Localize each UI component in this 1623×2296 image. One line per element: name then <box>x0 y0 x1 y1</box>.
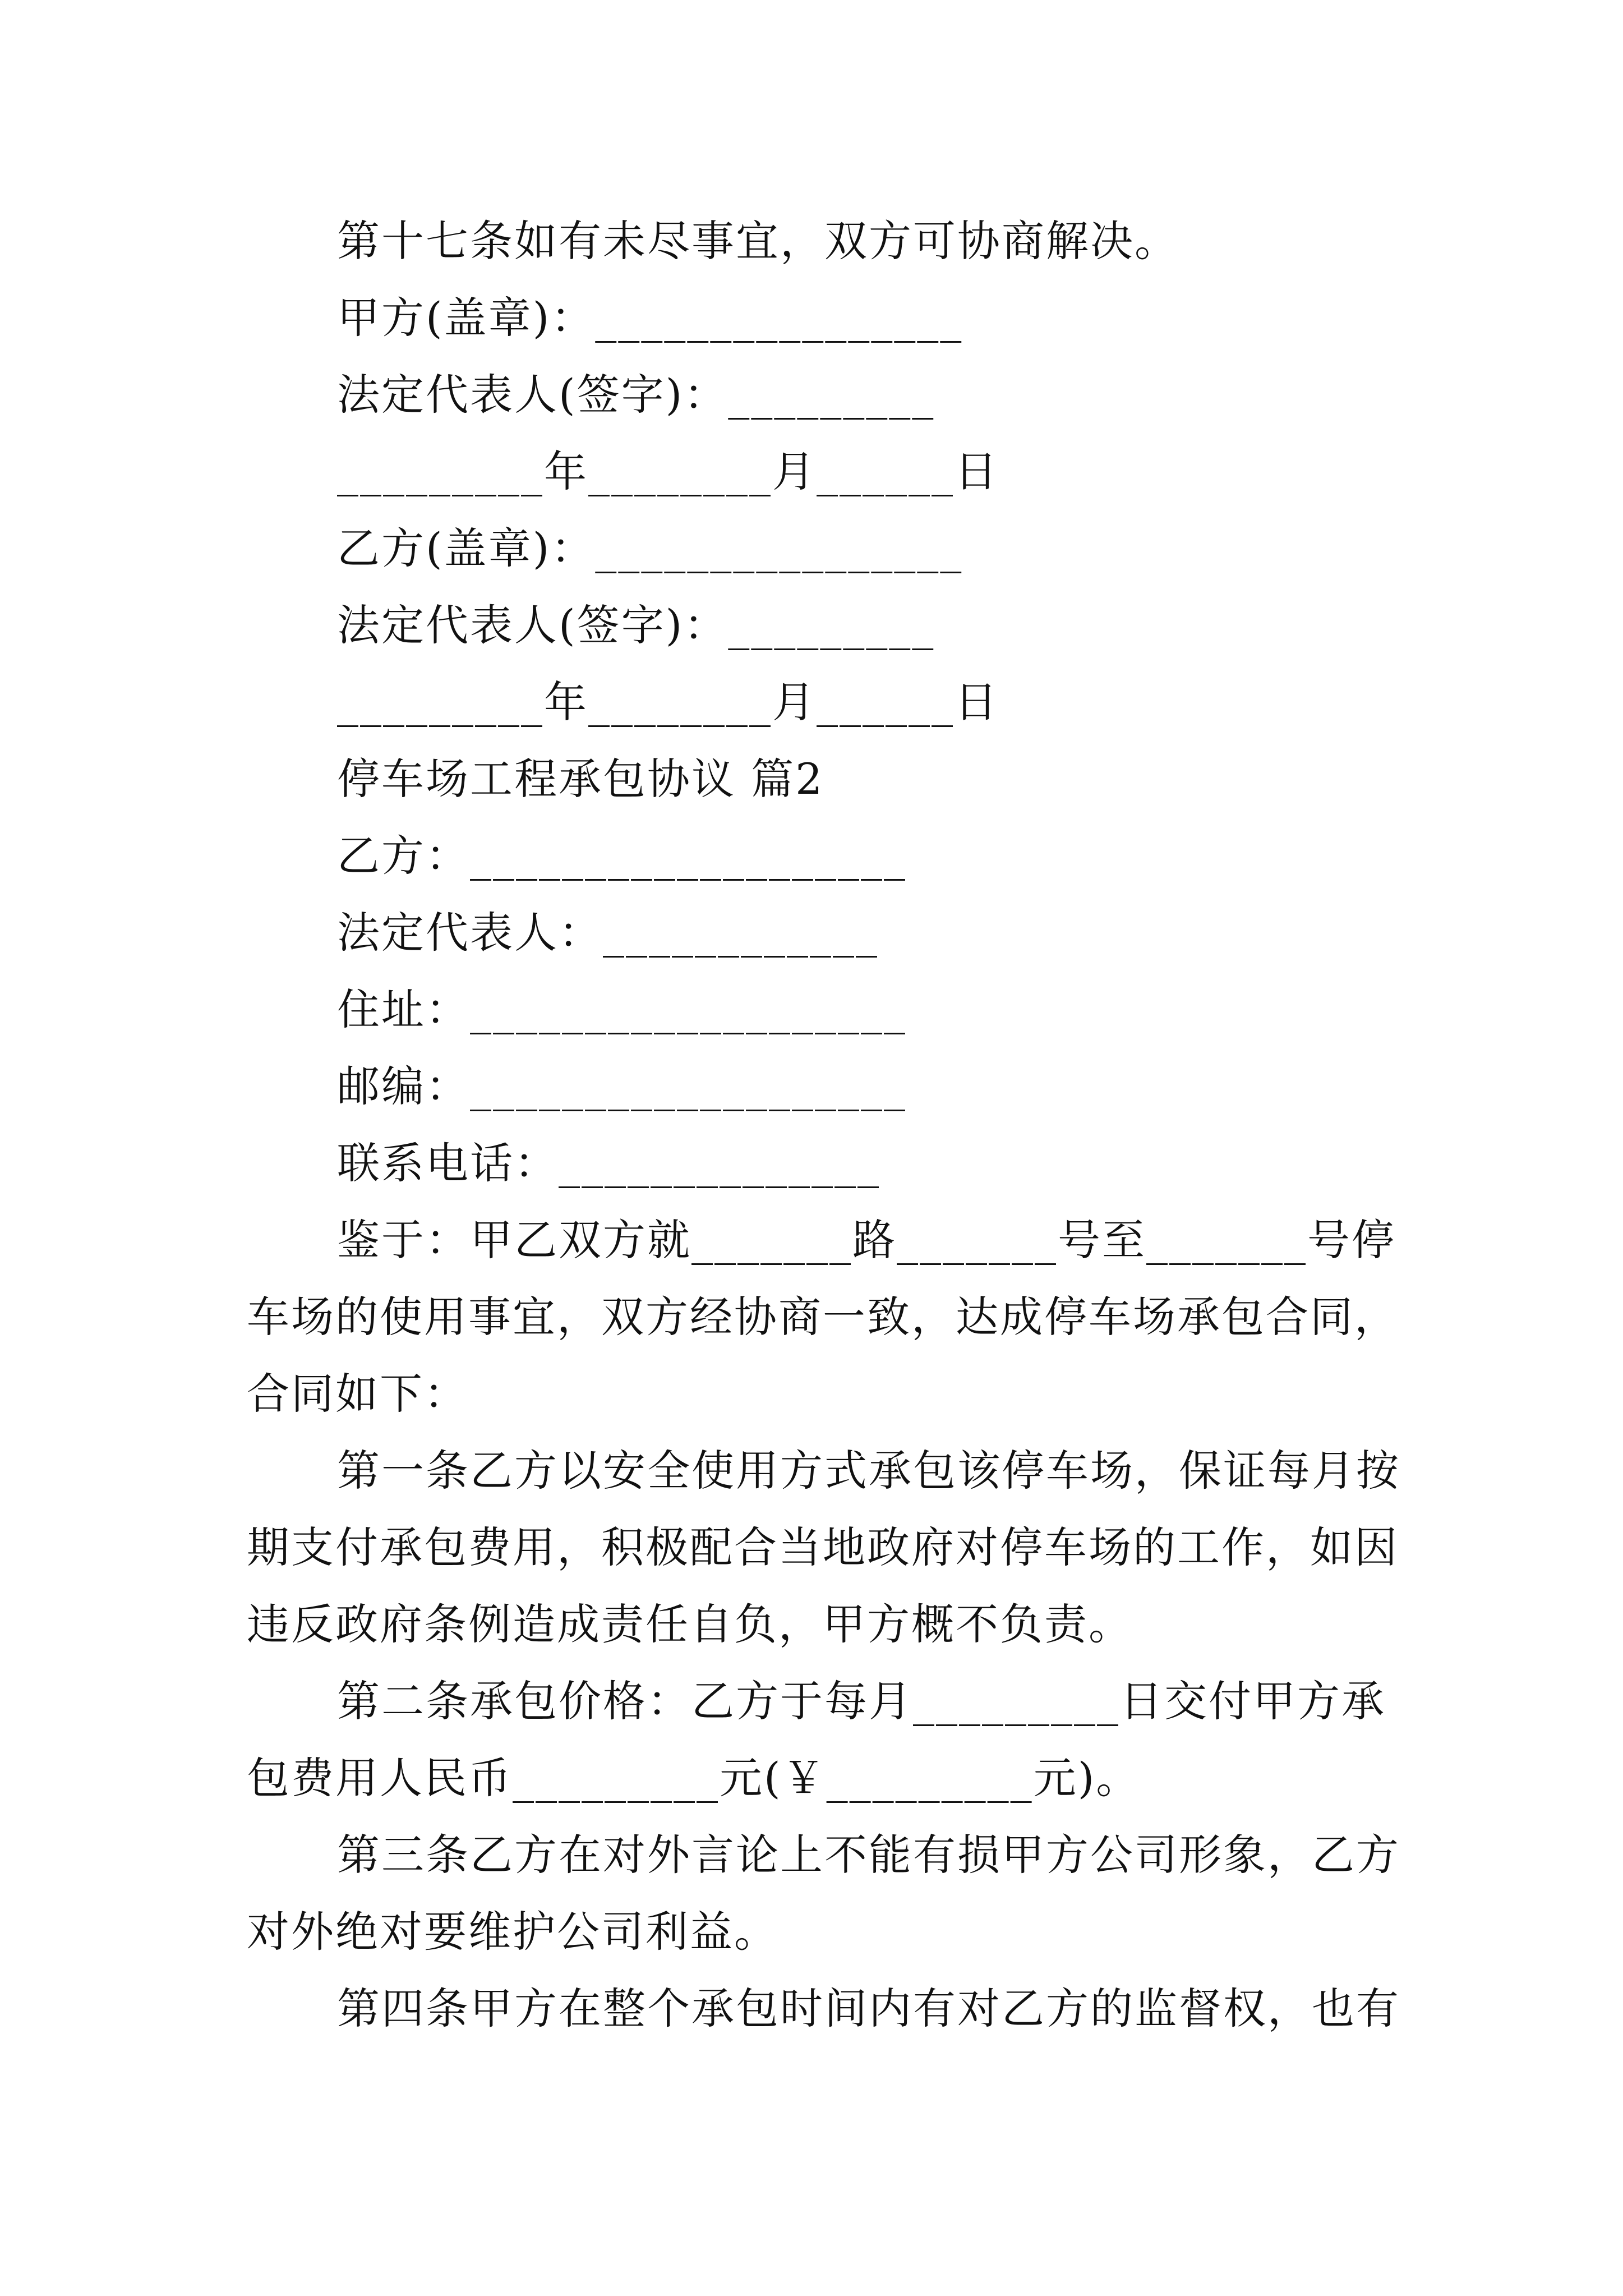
party-b-seal-line: 乙方(盖章)：________________ <box>337 523 963 573</box>
section-title: 停车场工程承包协议 篇2 <box>337 754 824 804</box>
legal-representative-line: 法定代表人：____________ <box>337 908 879 958</box>
preamble-line-2: 车场的使用事宜，双方经协商一致，达成停车场承包合同， <box>247 1292 1399 1342</box>
article-1-line-2: 期支付承包费用，积极配合当地政府对停车场的工作，如因 <box>247 1522 1399 1572</box>
article-4-line-1: 第四条甲方在整个承包时间内有对乙方的监督权，也有 <box>337 1984 1400 2033</box>
article-1-line-3: 违反政府条例造成责任自负，甲方概不负责。 <box>247 1599 1133 1649</box>
preamble-line-3: 合同如下： <box>247 1369 468 1419</box>
article-2-line-2: 包费用人民币_________元(￥_________元)。 <box>247 1753 1141 1803</box>
article-17-text: 第十七条如有未尽事宜，双方可协商解决。 <box>337 216 1179 266</box>
article-1-line-1: 第一条乙方以安全使用方式承包该停车场，保证每月按 <box>337 1446 1400 1496</box>
party-b-date-line: _________年________月______日 <box>337 677 999 727</box>
address-line: 住址：___________________ <box>337 984 907 1034</box>
phone-line: 联系电话：______________ <box>337 1138 880 1188</box>
party-b-representative-line: 法定代表人(签字)：_________ <box>337 600 935 650</box>
party-a-seal-line: 甲方(盖章)：________________ <box>337 293 963 343</box>
party-a-date-line: _________年________月______日 <box>337 447 999 496</box>
party-b-name-line: 乙方：___________________ <box>337 831 907 881</box>
preamble-line-1: 鉴于：甲乙双方就_______路_______号至_______号停 <box>337 1215 1396 1265</box>
article-3-line-1: 第三条乙方在对外言论上不能有损甲方公司形象，乙方 <box>337 1830 1400 1880</box>
party-a-representative-line: 法定代表人(签字)：_________ <box>337 370 935 420</box>
postcode-line: 邮编：___________________ <box>337 1061 907 1111</box>
article-3-line-2: 对外绝对要维护公司利益。 <box>247 1907 778 1957</box>
article-2-line-1: 第二条承包价格：乙方于每月_________日交付甲方承 <box>337 1676 1386 1726</box>
